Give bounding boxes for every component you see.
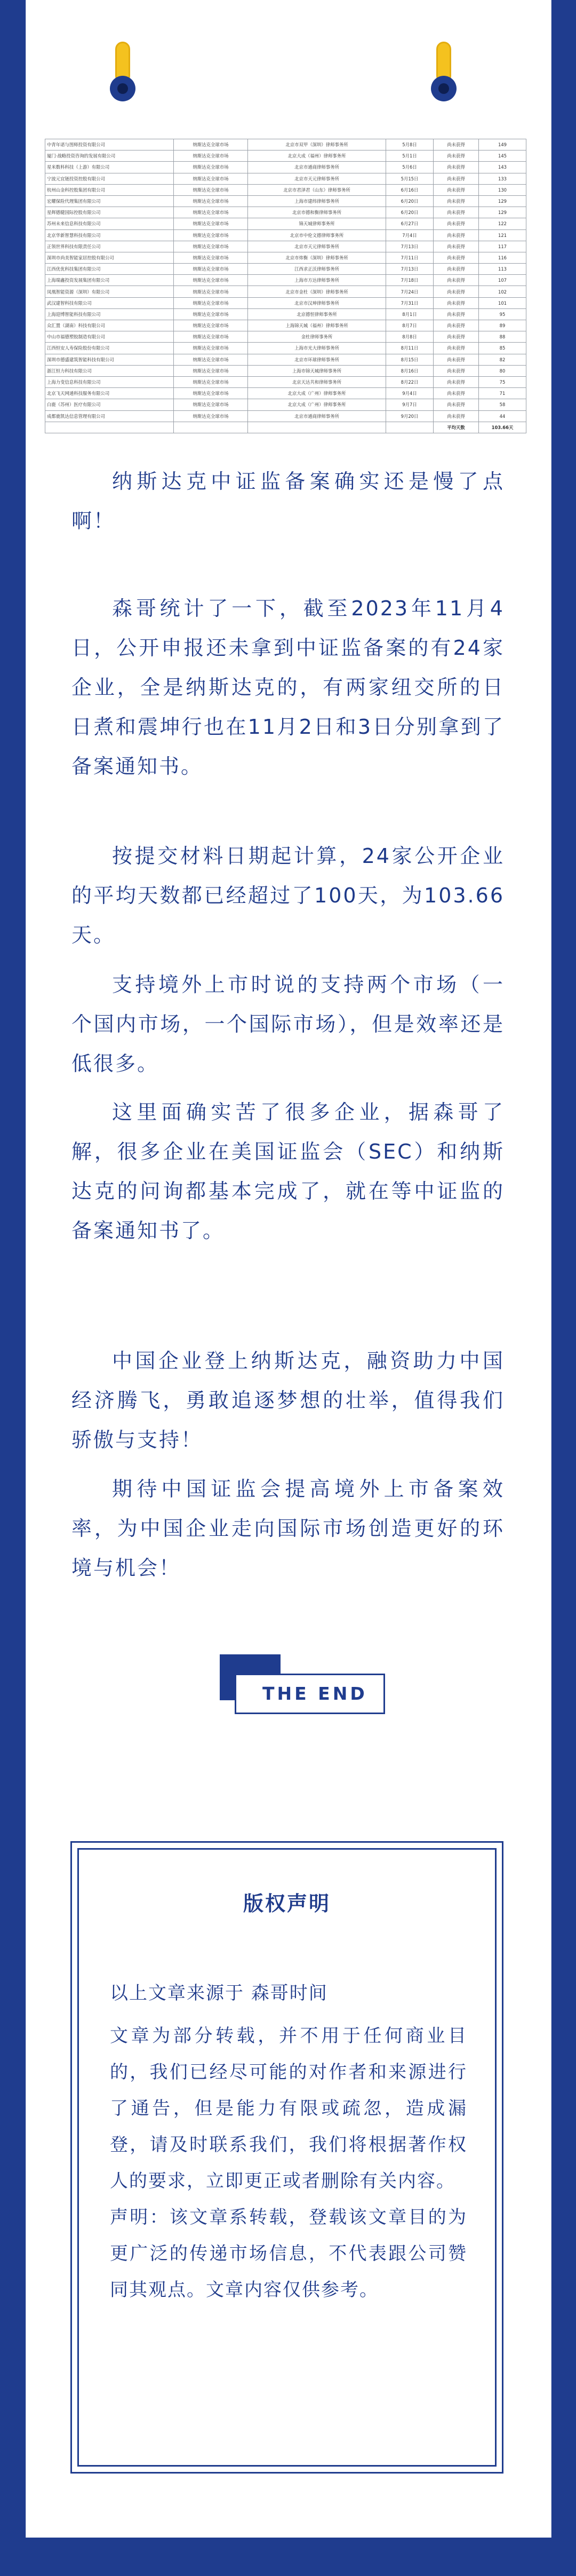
table-cell: 江西求正沃律师事务所 bbox=[248, 264, 386, 275]
table-row bbox=[45, 388, 526, 399]
table-cell: 星米数科科技（上游）有限公司 bbox=[45, 162, 174, 173]
table-cell: 尚未获得 bbox=[434, 331, 479, 343]
table-row bbox=[45, 410, 526, 422]
table-cell: 尚未获得 bbox=[434, 229, 479, 241]
table-cell: 58 bbox=[479, 399, 526, 410]
table-cell: 尚未获得 bbox=[434, 218, 479, 229]
table-cell: 上海市光大律师事务所 bbox=[248, 343, 386, 354]
table-cell: 尚未获得 bbox=[434, 365, 479, 376]
table-cell: 纳斯达克全球市场 bbox=[174, 365, 248, 376]
table-cell: 白鹿（苏州）医疗有限公司 bbox=[45, 399, 174, 410]
table-cell: 纳斯达克全球市场 bbox=[174, 331, 248, 343]
table-row bbox=[45, 139, 526, 150]
table-cell: 北京大成（福州）律师事务所 bbox=[248, 150, 386, 162]
table-cell: 8月7日 bbox=[386, 320, 434, 331]
copyright-source: 以上文章来源于 森哥时间 bbox=[110, 1983, 328, 2004]
table-row bbox=[45, 365, 526, 376]
table-cell bbox=[45, 422, 174, 433]
table-row bbox=[45, 297, 526, 308]
table-cell: 北京飞天网通科技服务有限公司 bbox=[45, 388, 174, 399]
table-cell: 7月31日 bbox=[386, 297, 434, 308]
table-cell: 纳斯达克全球市场 bbox=[174, 252, 248, 263]
table-cell: 71 bbox=[479, 388, 526, 399]
table-cell: 44 bbox=[479, 410, 526, 422]
table-cell: 北京大成（广州）律师事务所 bbox=[248, 388, 386, 399]
table-cell: 厦门·战略投资咨询的发展有限公司 bbox=[45, 150, 174, 162]
table-cell: 尚未获得 bbox=[434, 195, 479, 207]
table-cell: 上海市建纬律师事务所 bbox=[248, 195, 386, 207]
table-cell: 122 bbox=[479, 218, 526, 229]
table-cell: 7月11日 bbox=[386, 252, 434, 263]
table-cell: 101 bbox=[479, 297, 526, 308]
table-cell: 宁波元宜链投资控股有限公司 bbox=[45, 173, 174, 184]
table-cell: 7月24日 bbox=[386, 286, 434, 297]
table-cell: 北京市炜衡（深圳）律师事务所 bbox=[248, 252, 386, 263]
table-cell: 纳斯达克全球市场 bbox=[174, 399, 248, 410]
article-paragraph-2: 森哥统计了一下，截至2023年11月4日，公开申报还未拿到中证监备案的有24家企业，全是纳斯达克的，有两家纽交所的日日煮和震坤行也在11月2日和3日分别拿到了备案通知书。 bbox=[71, 597, 505, 778]
table-cell: 上海市锦天城律师事务所 bbox=[248, 365, 386, 376]
table-row bbox=[45, 399, 526, 410]
table-cell: 纳斯达克全球市场 bbox=[174, 320, 248, 331]
table-cell: 江西优优科技集团有限公司 bbox=[45, 264, 174, 275]
table-cell: 北京市环球律师事务所 bbox=[248, 354, 386, 365]
table-cell: 尚未获得 bbox=[434, 343, 479, 354]
table-cell: 纳斯达克全球市场 bbox=[174, 410, 248, 422]
table-cell bbox=[386, 422, 434, 433]
table-cell: 纳斯达克全球市场 bbox=[174, 308, 248, 320]
table-cell: 尚未获得 bbox=[434, 286, 479, 297]
article-paragraph-3: 按提交材料日期起计算，24家公开企业的平均天数都已经超过了100天，为103.66天。 bbox=[71, 844, 505, 947]
table-cell: 6月20日 bbox=[386, 207, 434, 218]
table-cell: 纳斯达克全球市场 bbox=[174, 241, 248, 252]
table-cell: 纳斯达克全球市场 bbox=[174, 376, 248, 387]
table-cell: 锦天城律师事务所 bbox=[248, 218, 386, 229]
table-cell: 纳斯达克全球市场 bbox=[174, 173, 248, 184]
table-cell: 113 bbox=[479, 264, 526, 275]
table-cell: 北京市汉坤律师事务所 bbox=[248, 297, 386, 308]
table-cell: 5月1日 bbox=[386, 150, 434, 162]
table-cell: 9月20日 bbox=[386, 410, 434, 422]
table-cell: 北京市天元律师事务所 bbox=[248, 173, 386, 184]
table-cell: 85 bbox=[479, 343, 526, 354]
table-row bbox=[45, 218, 526, 229]
table-cell: 深圳市尚美智能家居控股有限公司 bbox=[45, 252, 174, 263]
table-cell: 纳斯达克全球市场 bbox=[174, 184, 248, 195]
table-cell: 6月20日 bbox=[386, 195, 434, 207]
table-cell: 尚未获得 bbox=[434, 252, 479, 263]
table-cell: 纳斯达克全球市场 bbox=[174, 286, 248, 297]
table-cell: 8月22日 bbox=[386, 376, 434, 387]
table-cell: 北京大成（广州）律师事务所 bbox=[248, 399, 386, 410]
table-cell: 上海迎博智能科技有限公司 bbox=[45, 308, 174, 320]
table-cell: 8月8日 bbox=[386, 331, 434, 343]
table-cell: 121 bbox=[479, 229, 526, 241]
table-cell: 浙江恒力科技有限公司 bbox=[45, 365, 174, 376]
table-cell: 116 bbox=[479, 252, 526, 263]
binder-pin-right-icon bbox=[429, 42, 459, 90]
table-cell: 尚未获得 bbox=[434, 320, 479, 331]
table-cell: 纳斯达克全球市场 bbox=[174, 207, 248, 218]
table-row bbox=[45, 275, 526, 286]
table-cell: 北京市中伦文德律师事务所 bbox=[248, 229, 386, 241]
copyright-paragraph-1: 文章为部分转载，并不用于任何商业目的，我们已经尽可能的对作者和来源进行了通告，但是能力有限或疏忽，造成漏登，请及时联系我们，我们将根据著作权人的要求，立即更正或者删除有关内容。 bbox=[110, 2025, 467, 2192]
table-cell: 133 bbox=[479, 173, 526, 184]
table-row bbox=[45, 184, 526, 195]
table-cell: 尚未获得 bbox=[434, 275, 479, 286]
table-cell: 宏耀保险代理集团有限公司 bbox=[45, 195, 174, 207]
table-cell: 130 bbox=[479, 184, 526, 195]
copyright-box bbox=[70, 1841, 503, 2474]
table-cell: 80 bbox=[479, 365, 526, 376]
average-label: 平均天数 bbox=[434, 422, 479, 433]
table-cell: 102 bbox=[479, 286, 526, 297]
table-cell: 尚未获得 bbox=[434, 399, 479, 410]
table-cell: 上海锦天城（福州）律师事务所 bbox=[248, 320, 386, 331]
table-cell: 75 bbox=[479, 376, 526, 387]
table-cell: 纳斯达克全球市场 bbox=[174, 162, 248, 173]
table-cell: 5月6日 bbox=[386, 162, 434, 173]
table-cell: 上海市方达律师事务所 bbox=[248, 275, 386, 286]
table-cell: 上海瑞鑫投资发展集团有限公司 bbox=[45, 275, 174, 286]
table-cell: 尚未获得 bbox=[434, 162, 479, 173]
table-cell: 北京市德和衡律师事务所 bbox=[248, 207, 386, 218]
table-row bbox=[45, 241, 526, 252]
table-cell: 8月11日 bbox=[386, 343, 434, 354]
filing-status-table-body bbox=[45, 139, 526, 433]
table-row bbox=[45, 331, 526, 343]
table-cell: 5月15日 bbox=[386, 173, 434, 184]
table-row bbox=[45, 162, 526, 173]
table-cell: 9月4日 bbox=[386, 388, 434, 399]
table-cell: 杭州山金科控股集团有限公司 bbox=[45, 184, 174, 195]
table-row bbox=[45, 354, 526, 365]
filing-status-table bbox=[45, 139, 514, 433]
table-cell: 尚未获得 bbox=[434, 264, 479, 275]
table-row bbox=[45, 195, 526, 207]
copyright-paragraph-2: 声明：该文章系转载，登载该文章目的为更广泛的传递市场信息，不代表跟公司赞同其观点。文章内容仅供参考。 bbox=[110, 2207, 467, 2301]
table-cell: 苏州未来信息科技有限公司 bbox=[45, 218, 174, 229]
table-cell: 北京市双甲（深圳）律师事务所 bbox=[248, 139, 386, 150]
table-cell: 北京市通商律师事务所 bbox=[248, 410, 386, 422]
table-average-row bbox=[45, 422, 526, 433]
table-cell: 纳斯达克全球市场 bbox=[174, 275, 248, 286]
binder-pin-left-icon bbox=[108, 42, 138, 90]
table-cell: 5月8日 bbox=[386, 139, 434, 150]
table-row bbox=[45, 207, 526, 218]
table-cell: 凤凰智能资源（深圳）有限公司 bbox=[45, 286, 174, 297]
table-cell: 纳斯达克全球市场 bbox=[174, 297, 248, 308]
table-row bbox=[45, 264, 526, 275]
table-cell: 7月13日 bbox=[386, 241, 434, 252]
table-cell: 尚未获得 bbox=[434, 297, 479, 308]
table-cell: 武汉建智科技有限公司 bbox=[45, 297, 174, 308]
table-cell: 145 bbox=[479, 150, 526, 162]
table-cell: 纳斯达克全球市场 bbox=[174, 150, 248, 162]
table-cell: 深圳市德盛建筑智能科技有限公司 bbox=[45, 354, 174, 365]
table-cell: 纳斯达克全球市场 bbox=[174, 229, 248, 241]
table-cell: 尚未获得 bbox=[434, 388, 479, 399]
table-cell: 88 bbox=[479, 331, 526, 343]
table-cell: 纳斯达克全球市场 bbox=[174, 218, 248, 229]
table-cell: 8月16日 bbox=[386, 365, 434, 376]
table-cell: 纳斯达克全球市场 bbox=[174, 139, 248, 150]
table-cell: 中青年诺与图师投资有限公司 bbox=[45, 139, 174, 150]
table-cell: 北京市通商律师事务所 bbox=[248, 162, 386, 173]
table-cell: 中山市福德塑胶制造有限公司 bbox=[45, 331, 174, 343]
table-cell: 纳斯达克全球市场 bbox=[174, 195, 248, 207]
table-cell: 纳斯达克全球市场 bbox=[174, 354, 248, 365]
table-cell: 82 bbox=[479, 354, 526, 365]
table-cell: 北京华新智慧科技有限公司 bbox=[45, 229, 174, 241]
table-cell: 星辉德健国际控股有限公司 bbox=[45, 207, 174, 218]
table-cell: 6月27日 bbox=[386, 218, 434, 229]
table-cell: 尚未获得 bbox=[434, 354, 479, 365]
average-value: 103.66天 bbox=[479, 422, 526, 433]
article-paragraph-4: 支持境外上市时说的支持两个市场（一个国内市场，一个国际市场），但是效率还是低很多。 bbox=[71, 973, 505, 1075]
table-row bbox=[45, 376, 526, 387]
table-cell: 7月18日 bbox=[386, 275, 434, 286]
table-row bbox=[45, 286, 526, 297]
table-cell: 北京市金杜（深圳）律师事务所 bbox=[248, 286, 386, 297]
table-cell: 上海力变信息科技有限公司 bbox=[45, 376, 174, 387]
table-cell: 尚未获得 bbox=[434, 410, 479, 422]
the-end-label: THE END bbox=[262, 1683, 367, 1704]
table-cell: 6月16日 bbox=[386, 184, 434, 195]
table-row bbox=[45, 173, 526, 184]
table-cell: 纳斯达克全球市场 bbox=[174, 388, 248, 399]
table-cell: 正领世界科技有限责任公司 bbox=[45, 241, 174, 252]
article-paragraph-5: 这里面确实苦了很多企业，据森哥了解，很多企业在美国证监会（SEC）和纳斯达克的问询都基本完成了，就在等中证监的备案通知书了。 bbox=[71, 1100, 505, 1242]
the-end-banner bbox=[220, 1654, 385, 1718]
table-cell: 尚未获得 bbox=[434, 376, 479, 387]
table-cell: 尚未获得 bbox=[434, 308, 479, 320]
table-cell: 89 bbox=[479, 320, 526, 331]
table-cell: 江西恒安人寿保险股份有限公司 bbox=[45, 343, 174, 354]
table-cell: 8月15日 bbox=[386, 354, 434, 365]
table-cell: 尚未获得 bbox=[434, 241, 479, 252]
table-cell: 7月4日 bbox=[386, 229, 434, 241]
table-row bbox=[45, 320, 526, 331]
table-cell: 尚未获得 bbox=[434, 150, 479, 162]
table-row bbox=[45, 150, 526, 162]
copyright-title: 版权声明 bbox=[243, 1892, 331, 1915]
table-cell: 众汇置（湖南）科技有限公司 bbox=[45, 320, 174, 331]
table-cell: 尚未获得 bbox=[434, 207, 479, 218]
table-cell: 尚未获得 bbox=[434, 173, 479, 184]
table-cell: 9月7日 bbox=[386, 399, 434, 410]
article-paragraph-7: 期待中国证监会提高境外上市备案效率，为中国企业走向国际市场创造更好的环境与机会！ bbox=[71, 1477, 505, 1580]
article-paragraph-6: 中国企业登上纳斯达克，融资助力中国经济腾飞，勇敢追逐梦想的壮举，值得我们骄傲与支持！ bbox=[71, 1349, 505, 1452]
table-cell: 149 bbox=[479, 139, 526, 150]
table-cell: 8月1日 bbox=[386, 308, 434, 320]
table-row bbox=[45, 252, 526, 263]
table-row bbox=[45, 308, 526, 320]
table-cell: 129 bbox=[479, 195, 526, 207]
table-cell: 117 bbox=[479, 241, 526, 252]
table-cell: 纳斯达克全球市场 bbox=[174, 343, 248, 354]
table-cell: 尚未获得 bbox=[434, 139, 479, 150]
table-cell: 纳斯达克全球市场 bbox=[174, 264, 248, 275]
table-cell: 北京市天元律师事务所 bbox=[248, 241, 386, 252]
table-cell: 北京德恒律师事务所 bbox=[248, 308, 386, 320]
table-cell: 北京市君泽君（山东）律师事务所 bbox=[248, 184, 386, 195]
table-cell: 107 bbox=[479, 275, 526, 286]
table-cell: 7月13日 bbox=[386, 264, 434, 275]
table-cell: 北京天达共和律师事务所 bbox=[248, 376, 386, 387]
table-cell: 95 bbox=[479, 308, 526, 320]
table-row bbox=[45, 229, 526, 241]
article-paragraph-1: 纳斯达克中证监备案确实还是慢了点啊！ bbox=[71, 470, 505, 533]
table-cell: 143 bbox=[479, 162, 526, 173]
table-cell: 成都鹿凯达信息管理有限公司 bbox=[45, 410, 174, 422]
table-cell: 尚未获得 bbox=[434, 184, 479, 195]
table-cell: 金杜律师事务所 bbox=[248, 331, 386, 343]
table-cell bbox=[174, 422, 248, 433]
table-row bbox=[45, 343, 526, 354]
table-cell: 129 bbox=[479, 207, 526, 218]
table-cell bbox=[248, 422, 386, 433]
